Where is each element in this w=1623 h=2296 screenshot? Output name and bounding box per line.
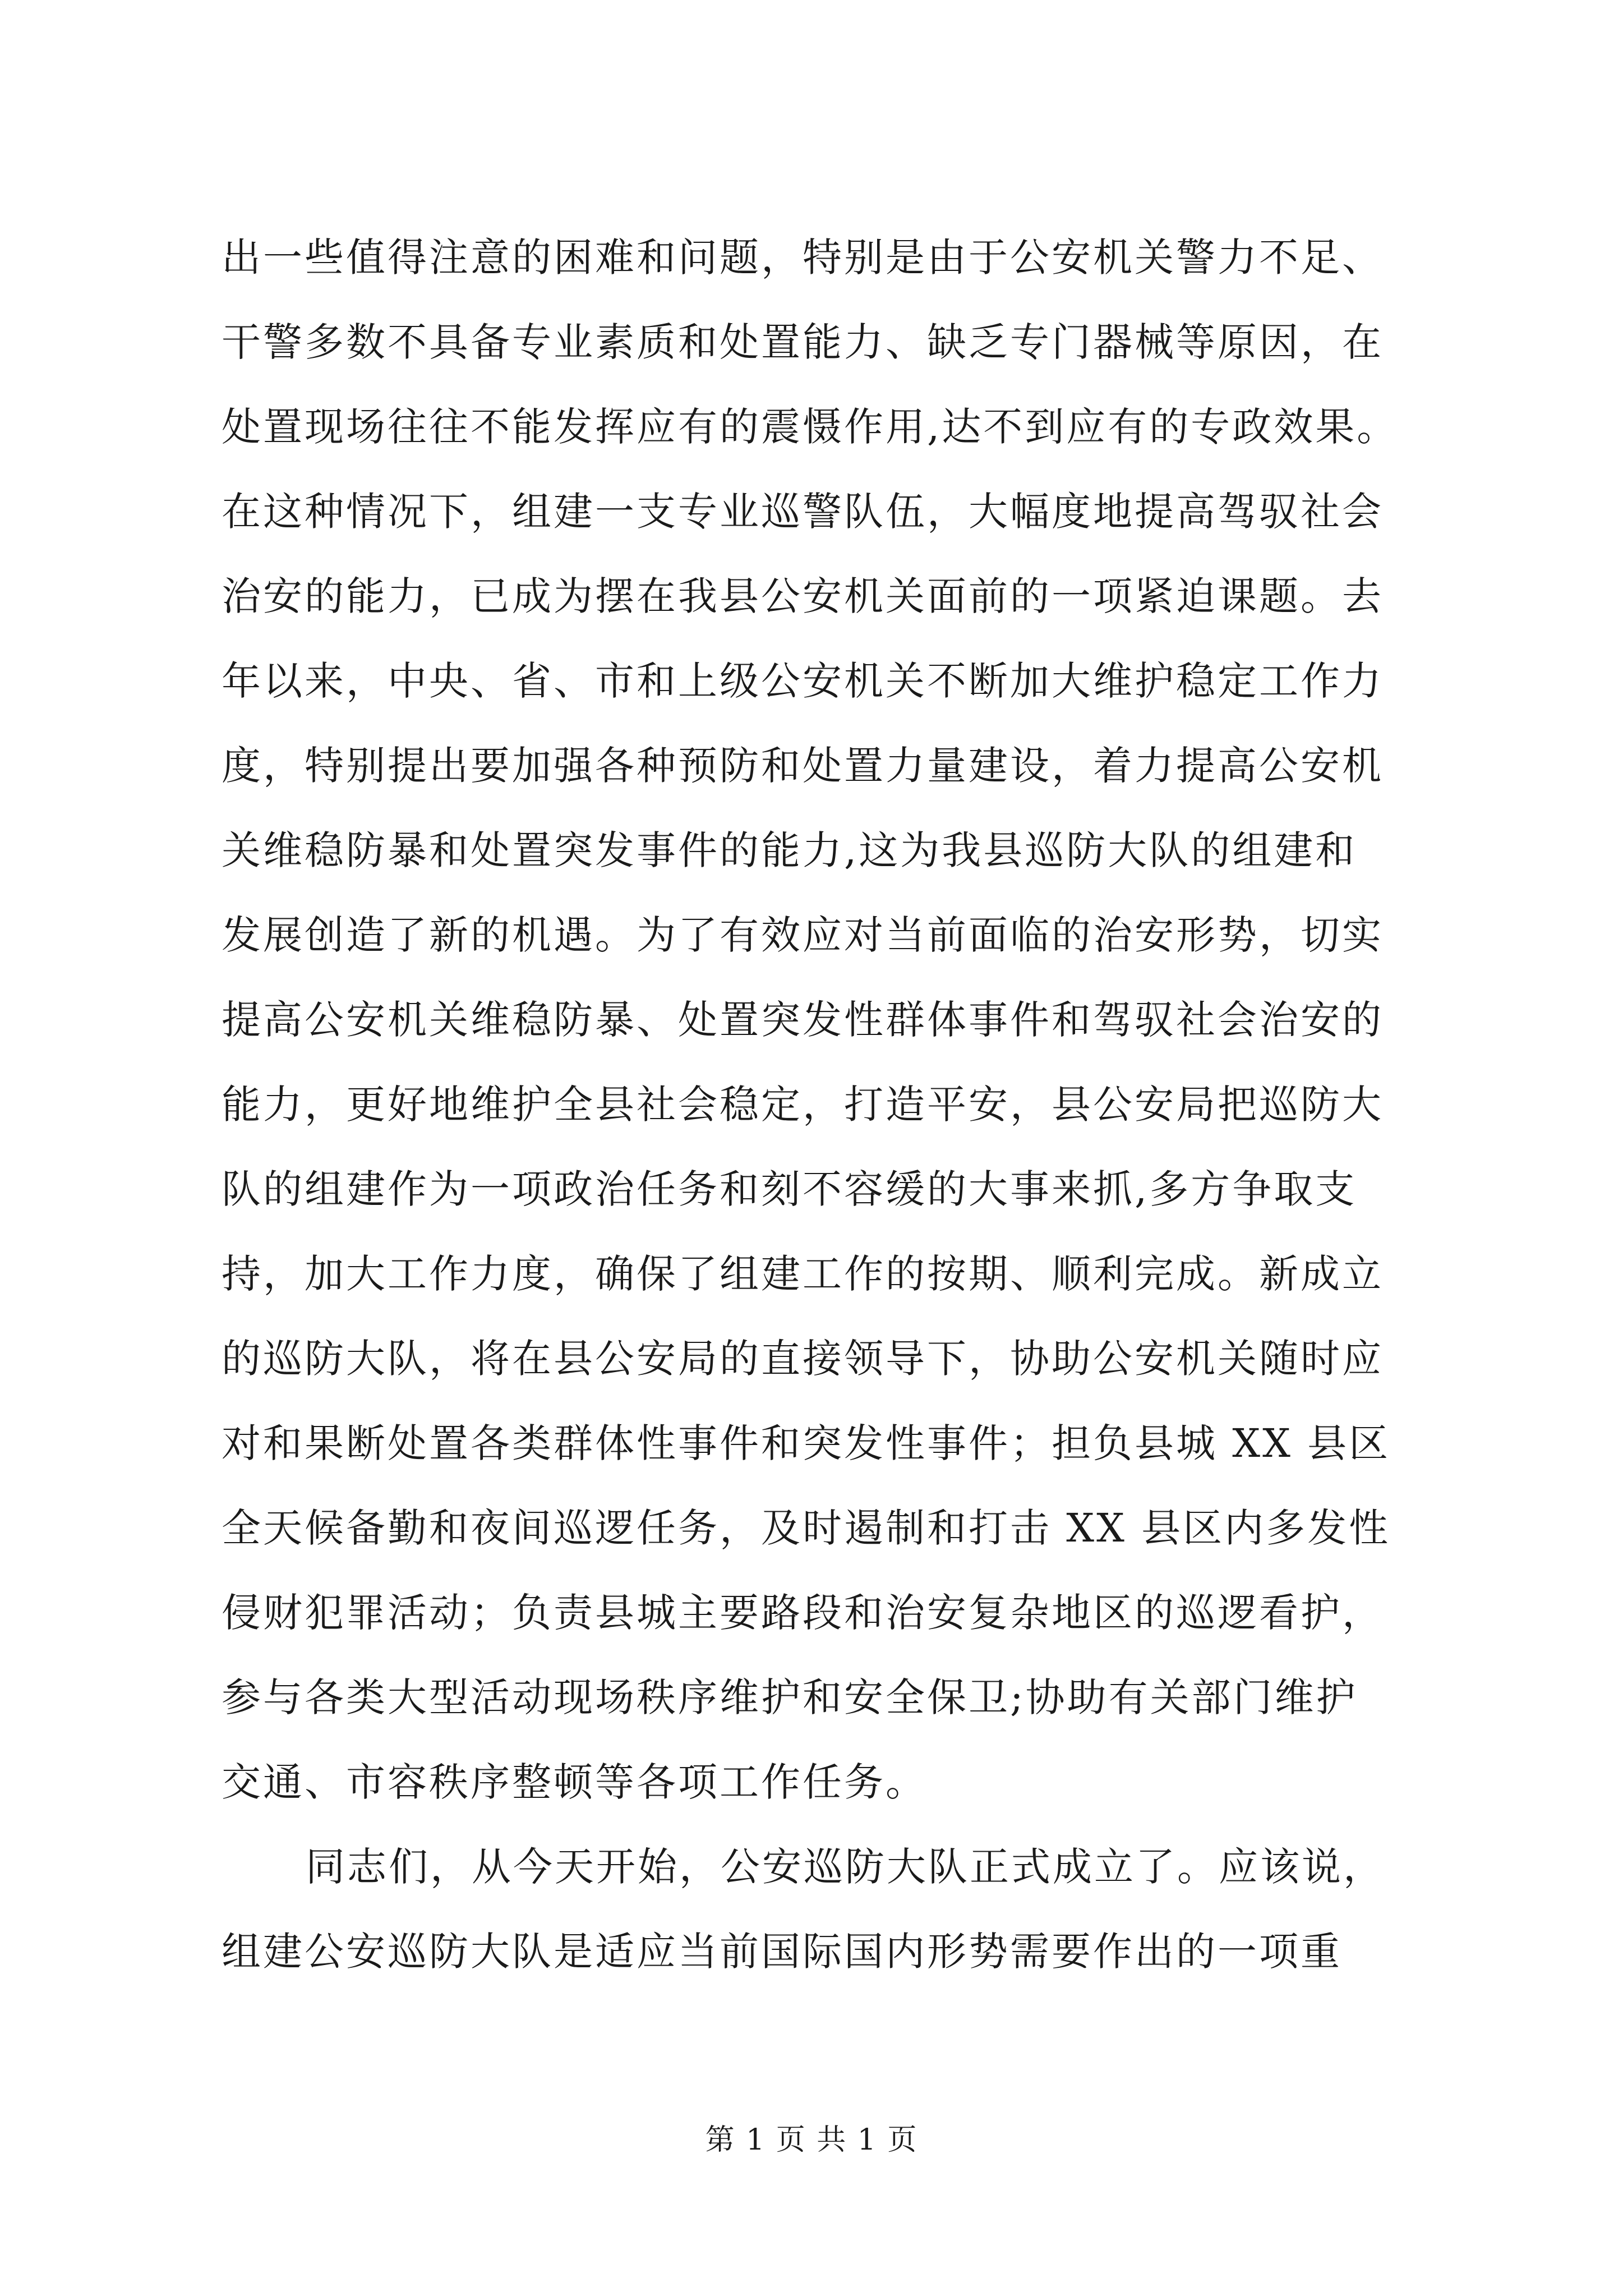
text-line: 发展创造了新的机遇。为了有效应对当前面临的治安形势，切实 <box>222 912 1384 958</box>
text-line: 侵财犯罪活动；负责县城主要路段和治安复杂地区的巡逻看护， <box>222 1590 1384 1636</box>
text-line: 度，特别提出要加强各种预防和处置力量建设，着力提高公安机 <box>222 743 1384 789</box>
text-line: 的巡防大队，将在县公安局的直接领导下，协助公安机关随时应 <box>222 1336 1384 1382</box>
text-line: 持，加大工作力度，确保了组建工作的按期、顺利完成。新成立 <box>222 1251 1384 1297</box>
document-body <box>222 215 1478 1994</box>
text-line: 能力，更好地维护全县社会稳定，打造平安，县公安局把巡防大 <box>222 1082 1384 1128</box>
text-line: 治安的能力，已成为摆在我县公安机关面前的一项紧迫课题。去 <box>222 573 1384 619</box>
text-line: 在这种情况下，组建一支专业巡警队伍，大幅度地提高驾驭社会 <box>222 489 1384 535</box>
text-line: 全天候备勤和夜间巡逻任务，及时遏制和打击 XX 县区内多发性 <box>222 1505 1391 1551</box>
text-line: 处置现场往往不能发挥应有的震慑作用,达不到应有的专政效果。 <box>222 404 1399 450</box>
text-line: 干警多数不具备专业素质和处置能力、缺乏专门器械等原因，在 <box>222 319 1384 365</box>
text-line: 交通、市容秩序整顿等各项工作任务。 <box>222 1759 927 1805</box>
text-line: 组建公安巡防大队是适应当前国际国内形势需要作出的一项重 <box>222 1929 1342 1975</box>
text-line: 年以来，中央、省、市和上级公安机关不断加大维护稳定工作力 <box>222 658 1384 704</box>
text-line: 对和果断处置各类群体性事件和突发性事件；担负县城 XX 县区 <box>222 1420 1391 1466</box>
text-line: 参与各类大型活动现场秩序维护和安全保卫;协助有关部门维护 <box>222 1674 1358 1720</box>
text-line: 出一些值得注意的困难和问题，特别是由于公安机关警力不足、 <box>222 234 1384 280</box>
page-footer: 第 1 页 共 1 页 <box>705 2123 918 2157</box>
text-line: 队的组建作为一项政治任务和刻不容缓的大事来抓,多方争取支 <box>222 1166 1357 1212</box>
text-line: 提高公安机关维稳防暴、处置突发性群体事件和驾驭社会治安的 <box>222 997 1384 1043</box>
text-line: 关维稳防暴和处置突发事件的能力,这为我县巡防大队的组建和 <box>222 827 1357 873</box>
paragraph-first-line: 同志们，从今天开始，公安巡防大队正式成立了。应该说， <box>306 1844 1385 1890</box>
